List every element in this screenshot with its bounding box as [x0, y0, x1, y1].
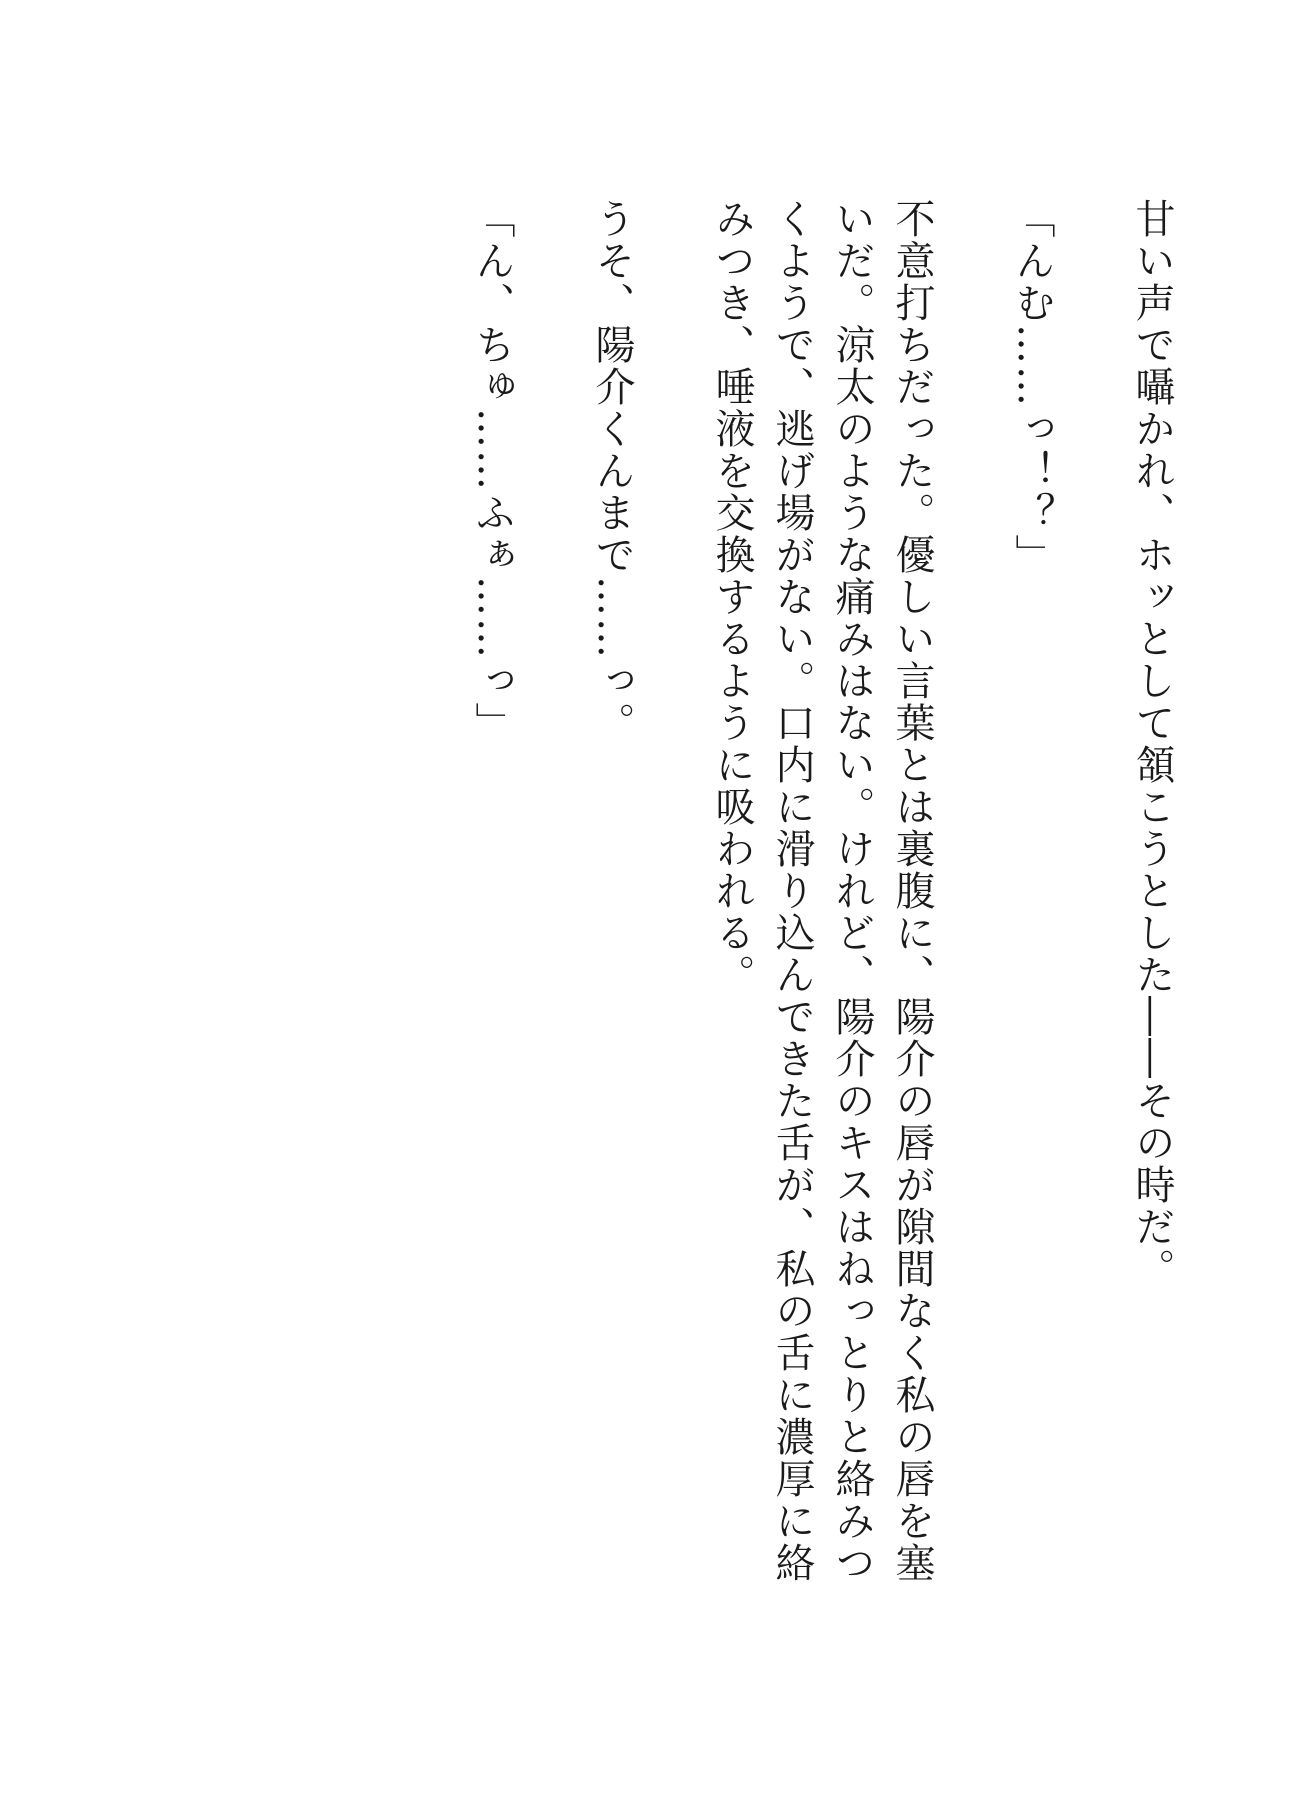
paragraph-gap — [522, 198, 582, 1618]
vertical-text-body — [462, 198, 1182, 1618]
paragraph-3: うそ、陽介くんまで……っ。 — [589, 198, 635, 744]
paragraph-2: 不意打ちだった。優しい言葉とは裏腹に、陽介の唇が隙間なく私の唇を塞いだ。涼太のような痛みはない。けれど、陽介のキスはねっとりと絡みつくようで、逃げ場がない。口内に滑り込んできた舌が、私の舌に濃厚に絡みつき、唾液を交換するように吸われる。 — [709, 198, 935, 1584]
paragraph-1: 甘い声で囁かれ、ホッとして頷こうとした――その時だ。 — [1129, 198, 1175, 1290]
paragraph-gap — [1062, 198, 1122, 1618]
paragraph-gap — [942, 198, 1002, 1618]
dialogue-2: 「ん、ちゅ……ふぁ……っ」 — [469, 198, 515, 744]
paragraph-gap — [642, 198, 702, 1618]
dialogue-1: 「んむ……っ！？」 — [1009, 198, 1055, 576]
